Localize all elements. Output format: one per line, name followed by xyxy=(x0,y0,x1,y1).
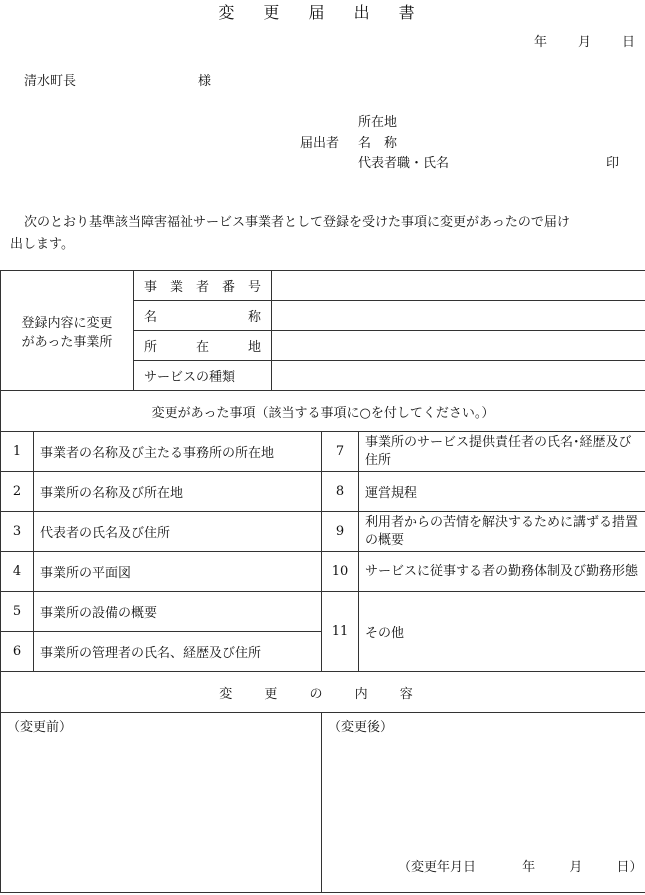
content-header: 変 更 の 内 容 xyxy=(1,672,645,713)
office-name-field[interactable] xyxy=(272,301,645,331)
item-number: 7 xyxy=(322,432,359,472)
change-date-year: 年 xyxy=(522,860,536,875)
office-label-service: サービスの種類 xyxy=(134,361,272,391)
date-month-label: 月 xyxy=(578,35,592,50)
office-number-label: 事 業 者 番 号 xyxy=(144,280,261,295)
office-name-label: 名 称 xyxy=(144,310,262,325)
office-group-label xyxy=(1,271,134,391)
item-number: 6 xyxy=(1,632,34,672)
change-date-month: 月 xyxy=(569,860,583,875)
change-date-line xyxy=(398,856,642,875)
before-change-label: （変更前） xyxy=(7,720,73,735)
notifier-label: 届出者 xyxy=(300,136,340,151)
items-header: 変更があった事項（該当する事項に○を付してください。） xyxy=(1,391,645,432)
item-text[interactable]: 代表者の氏名及び住所 xyxy=(34,512,322,552)
office-group-label-line2: があった事業所 xyxy=(21,334,113,350)
item-text[interactable]: 利用者からの苦情を解決するために講ずる措置の概要 xyxy=(359,512,645,552)
item-text[interactable]: その他 xyxy=(359,592,645,672)
notifier-address-label: 所在地 xyxy=(358,115,398,130)
item-number: 2 xyxy=(1,472,34,512)
item-number: 3 xyxy=(1,512,34,552)
item-text[interactable]: 事業所のサービス提供責任者の氏名･経歴及び住所 xyxy=(359,432,645,472)
honorific: 様 xyxy=(198,74,212,89)
page-title: 変 更 届 出 書 xyxy=(218,3,427,22)
item-text[interactable]: 事業所の設備の概要 xyxy=(34,592,322,632)
after-change-label: （変更後） xyxy=(328,720,394,735)
item-text[interactable]: 事業所の名称及び所在地 xyxy=(34,472,322,512)
office-label-number xyxy=(134,271,272,301)
change-date-label: （変更年月日 xyxy=(398,860,477,875)
item-number: 10 xyxy=(322,552,359,592)
item-text[interactable]: サービスに従事する者の勤務体制及び勤務形態 xyxy=(359,552,645,592)
date-year-label: 年 xyxy=(534,35,548,50)
item-text[interactable]: 運営規程 xyxy=(359,472,645,512)
intro-text-line2: 出します。 xyxy=(10,237,74,252)
office-label-address xyxy=(134,331,272,361)
item-text[interactable]: 事業所の管理者の氏名、経歴及び住所 xyxy=(34,632,322,672)
notifier-rep-label: 代表者職・氏名 xyxy=(358,156,450,171)
item-number: 4 xyxy=(1,552,34,592)
intro-text-line1: 次のとおり基準該当障害福祉サービス事業者として登録を受けた事項に変更があったので届け xyxy=(24,215,570,230)
item-number: 11 xyxy=(322,592,359,672)
office-group-label-line1: 登録内容に変更 xyxy=(21,315,113,331)
office-service-field[interactable] xyxy=(272,361,645,391)
item-number: 5 xyxy=(1,592,34,632)
notifier-name-label: 名 称 xyxy=(358,136,398,151)
item-text[interactable]: 事業者の名称及び主たる事務所の所在地 xyxy=(34,432,322,472)
item-number: 1 xyxy=(1,432,34,472)
item-number: 8 xyxy=(322,472,359,512)
office-address-field[interactable] xyxy=(272,331,645,361)
item-number: 9 xyxy=(322,512,359,552)
before-change-box[interactable] xyxy=(1,713,322,893)
change-date-day: 日） xyxy=(616,860,643,875)
after-change-box[interactable] xyxy=(322,713,645,893)
change-form-table xyxy=(0,270,645,893)
office-address-label: 所 在 地 xyxy=(144,340,261,355)
addressee: 清水町長 xyxy=(24,74,77,89)
office-label-name xyxy=(134,301,272,331)
office-number-field[interactable] xyxy=(272,271,645,301)
seal-mark: 印 xyxy=(606,156,620,171)
item-text[interactable]: 事業所の平面図 xyxy=(34,552,322,592)
date-day-label: 日 xyxy=(622,35,636,50)
